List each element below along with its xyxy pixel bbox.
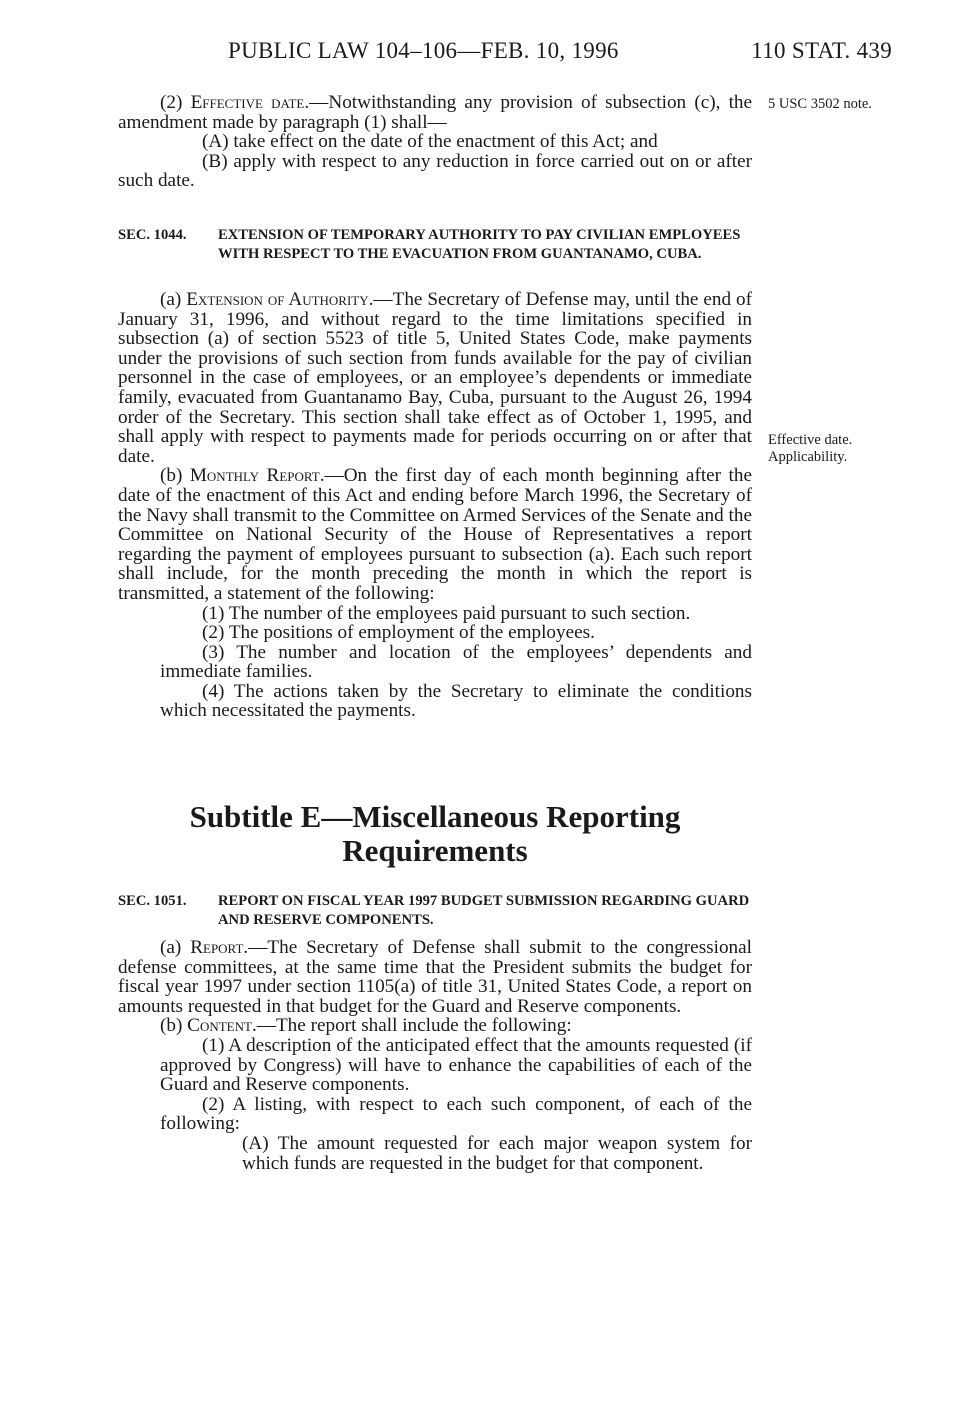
paragraph-label: (2) — [160, 92, 191, 113]
subsection-b — [118, 1016, 752, 1036]
effective-date-block — [118, 93, 752, 191]
subsection-label: (b) — [160, 1015, 188, 1037]
list-item-2: (2) A listing, with respect to each such component, of each of the following: — [160, 1093, 752, 1135]
list-item-2: (2) The positions of employment of the employees. — [202, 622, 595, 644]
section-title: EXTENSION OF TEMPORARY AUTHORITY TO PAY CIVILIAN EMPLOYEES WITH RESPECT TO THE EVACUATION FROM GUANTANAMO, CUBA. — [218, 227, 741, 262]
subsection-text: .—On the first day of each month beginning after the date of the enactment of this Act and ending before March 1996, the Secretary of the Navy shall transmit to the Committee on Armed Services of the Senate and the Committee on National Security of the House of Representatives a report regarding the payment of employees pursuant to subsection (a). Each such report shall include, for the month preceding the month in which the report is transmitted, a statement of the following: — [118, 465, 752, 604]
section-1051-body — [118, 938, 752, 1173]
subsection-heading: Monthly Report — [189, 465, 320, 487]
header-stat-ref: 110 STAT. 439 — [751, 38, 892, 63]
list-item-4: (4) The actions taken by the Secretary to eliminate the conditions which necessitated the payments. — [160, 680, 752, 722]
section-number: SEC. 1051. — [118, 893, 187, 909]
subtitle-heading — [118, 800, 752, 868]
subsection-b — [118, 466, 752, 603]
section-title: REPORT ON FISCAL YEAR 1997 BUDGET SUBMISSION REGARDING GUARD AND RESERVE COMPONENTS. — [218, 893, 750, 928]
subsection-heading: Report — [190, 937, 244, 958]
section-1051-heading — [118, 892, 752, 929]
subsection-text: .—The report shall include the following: — [251, 1015, 572, 1037]
clause-a: (A) take effect on the date of the enactment of this Act; and — [202, 131, 658, 153]
list-item-a: (A) The amount requested for each major weapon system for which funds are requested in the budget for that component. — [242, 1132, 752, 1174]
section-1044-heading — [118, 226, 752, 263]
subtitle-line-1: Subtitle E—Miscellaneous Reporting — [189, 799, 681, 834]
clause-b: (B) apply with respect to any reduction in force carried out on or after such date. — [118, 150, 752, 192]
paragraph-heading: Effective date — [190, 92, 305, 113]
subsection-text: .—The Secretary of Defense may, until the end of January 31, 1996, and without regard to the time limitations specified in subsection (a) of section 5523 of title 5, United States Code, make payments under the provisions of such section from funds available for the pay of civilian personnel in the case of employees, or an employee’s dependents or immediate family, evacuated from Guantanamo Bay, Cuba, pursuant to the August 26, 1994 order of the Secretary. This section shall take effect as of October 1, 1995, and shall apply with respect to payments made for periods occurring on or after that date. — [118, 289, 752, 467]
margin-note-effective-date: Effective date. — [768, 432, 853, 448]
list-item-3: (3) The number and location of the employees’ dependents and immediate families. — [160, 641, 752, 683]
subtitle-line-2: Requirements — [342, 833, 528, 868]
list-item-1: (1) A description of the anticipated effect that the amounts requested (if approved by Congress) will have to enhance the capabilities of each of the Guard and Reserve components. — [160, 1034, 752, 1096]
subsection-heading: Content — [187, 1015, 252, 1037]
margin-note-usc: 5 USC 3502 note. — [768, 96, 872, 112]
subsection-a — [118, 938, 752, 1016]
margin-note-applicability: Applicability. — [768, 449, 848, 465]
paragraph-text: .—Notwithstanding any provision of subsection (c), the amendment made by paragraph (1) shall— — [118, 92, 753, 133]
section-number: SEC. 1044. — [118, 227, 187, 243]
paragraph-2-effective-date — [118, 93, 752, 132]
header-title: PUBLIC LAW 104–106—FEB. 10, 1996 — [228, 38, 619, 63]
subsection-label: (a) — [160, 289, 187, 310]
subsection-label: (b) — [160, 465, 190, 487]
section-1044-body — [118, 290, 752, 721]
list-item-1: (1) The number of the employees paid pursuant to such section. — [202, 602, 691, 624]
subsection-a — [118, 290, 752, 466]
subsection-label: (a) — [160, 937, 191, 958]
subsection-heading: Extension of Authority — [186, 289, 369, 310]
subsection-text: .—The Secretary of Defense shall submit to the congressional defense committees, at the same time that the President submits the budget for fiscal year 1997 under section 1105(a) of title 31, United States Code, a report on amounts requested in that budget for the Guard and Reserve components. — [118, 937, 753, 1017]
